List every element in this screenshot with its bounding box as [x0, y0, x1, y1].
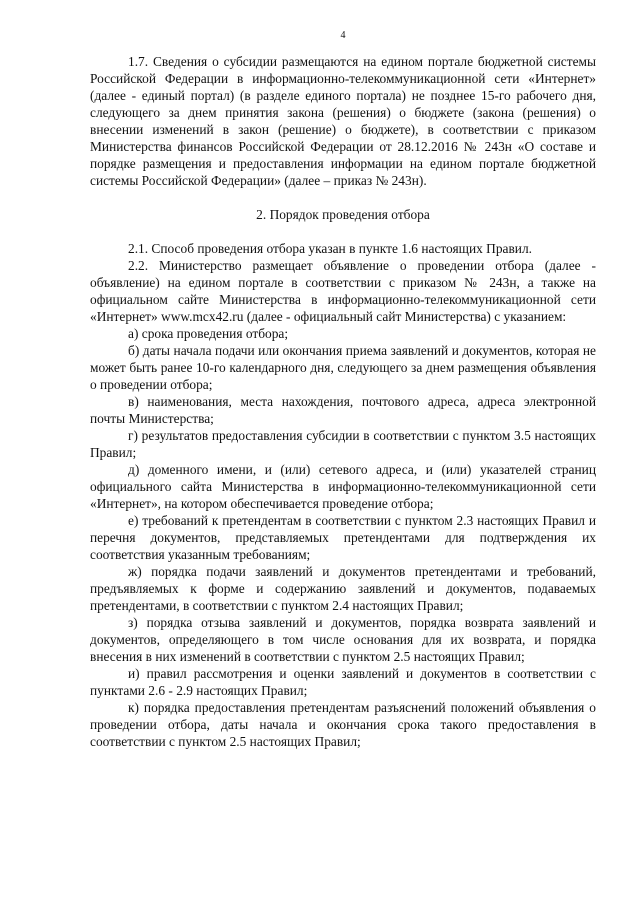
list-item-e: е) требований к претендентам в соответствии с пунктом 2.3 настоящих Правил и перечня документов, представляемых претендентами для подтверждения их соответствия указанным требованиям; — [90, 513, 596, 562]
list-item-i: и) правил рассмотрения и оценки заявлений и документов в соответствии с пунктами 2.6 - 2.9 настоящих Правил; — [90, 666, 596, 698]
list-item-z: з) порядка отзыва заявлений и документов, порядка возврата заявлений и документов, определяющего в том числе основания для их возврата, и порядка внесения в них изменений в соответствии с пунктом 2.5 настоящих Правил; — [90, 615, 596, 664]
list-item-g: г) результатов предоставления субсидии в соответствии с пунктом 3.5 настоящих Правил; — [90, 428, 596, 460]
list-item-k: к) порядка предоставления претендентам разъяснений положений объявления о проведении отбора, даты начала и окончания срока такого предоставления в соответствии с пунктом 2.5 настоящих Правил; — [90, 700, 596, 749]
paragraph-2-1: 2.1. Способ проведения отбора указан в пункте 1.6 настоящих Правил. — [128, 241, 533, 256]
list-item-a: а) срока проведения отбора; — [128, 326, 289, 341]
page-number: 4 — [340, 30, 346, 41]
list-item-v: в) наименования, места нахождения, почтового адреса, адреса электронной почты Министерства; — [90, 394, 596, 426]
list-item-d: д) доменного имени, и (или) сетевого адреса, и (или) указателей страниц официального сайта Министерства в информационно-телекоммуникационной сети «Интернет», на котором обеспечивается проведение отбора; — [90, 462, 596, 511]
list-item-zh: ж) порядка подачи заявлений и документов претендентами и требований, предъявляемых к форме и содержанию заявлений и документов, подаваемых претендентами, в соответствии с пунктом 2.4 настоящих Правил; — [90, 564, 596, 613]
list-item-b: б) даты начала подачи или окончания приема заявлений и документов, которая не может быть ранее 10-го календарного дня, следующего за днем размещения объявления о проведении отбора; — [90, 343, 596, 392]
section-heading: 2. Порядок проведения отбора — [256, 207, 430, 222]
paragraph-1-7: 1.7. Сведения о субсидии размещаются на едином портале бюджетной системы Российской Федерации в информационно-телекоммуникационной сети «Интернет» (далее - единый портал) (в разделе единого портала) не позднее 15-го рабочего дня, следующего за днем принятия закона (решения) о бюджете (закона (решения) о внесении изменений в закон (решение) о бюджете), в соответствии с приказом Министерства финансов Российской Федерации от 28.12.2016 № 243н «О составе и порядке размещения и предоставления информации на едином портале бюджетной системы Российской Федерации» (далее – приказ № 243н). — [90, 54, 596, 188]
paragraph-2-2: 2.2. Министерство размещает объявление о проведении отбора (далее - объявление) на едином портале в соответствии с приказом № 243н, а также на официальном сайте Министерства в информационно-телекоммуникационной сети «Интернет» www.mcx42.ru (далее - официальный сайт Министерства) с указанием: — [90, 258, 596, 324]
